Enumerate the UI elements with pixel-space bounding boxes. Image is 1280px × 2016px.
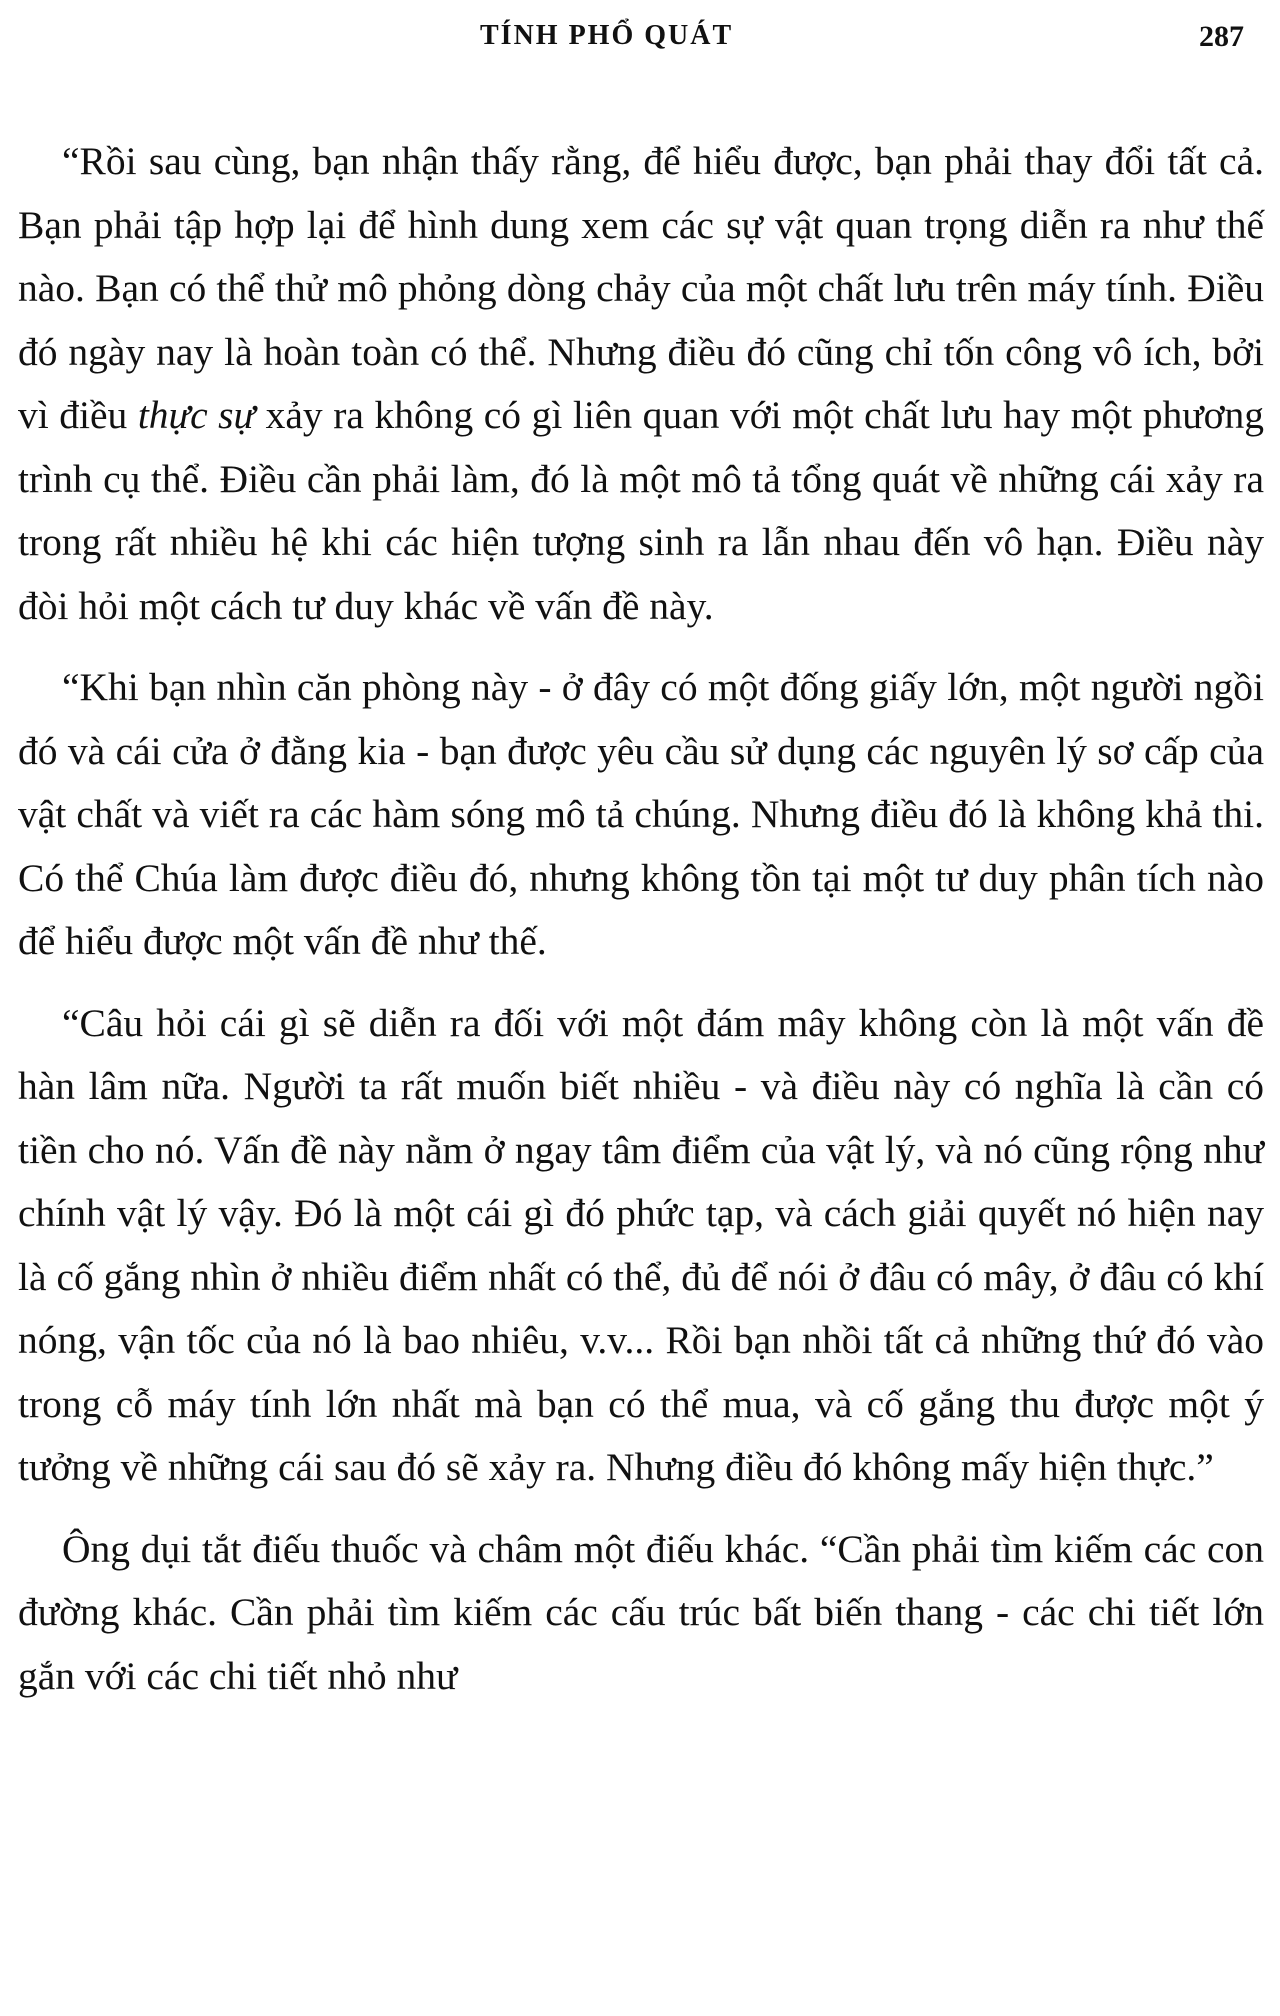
page-number: 287 [1199, 20, 1244, 53]
paragraph-3: “Câu hỏi cái gì sẽ diễn ra đối với một đám mây không còn là một vấn đề hàn lâm nữa. Người ta rất muốn biết nhiều - và điều này có nghĩa là cần có tiền cho nó. Vấn đề này nằm ở ngay tâm điểm của vật lý, và nó cũng rộng như chính vật lý vậy. Đó là một cái gì đó phức tạp, và cách giải quyết nó hiện nay là cố gắng nhìn ở nhiều điểm nhất có thể, đủ để nói ở đâu có mây, ở đâu có khí nóng, vận tốc của nó là bao nhiêu, v.v... Rồi bạn nhồi tất cả những thứ đó vào trong cỗ máy tính lớn nhất mà bạn có thể mua, và cố gắng thu được một ý tưởng về những cái sau đó sẽ xảy ra. Nhưng điều đó không mấy hiện thực.” [18, 1000, 1264, 1489]
body-text [18, 130, 1264, 1726]
running-title: TÍNH PHỔ QUÁT [480, 20, 734, 51]
paragraph-1 [18, 130, 1264, 638]
paragraph-1-text-start: “Rồi sau cùng, bạn nhận thấy rằng, để hiểu được, bạn phải thay đổi tất cả. Bạn phải tập hợp lại để hình dung xem các sự vật quan trọng diễn ra như thế nào. Bạn có thể thử mô phỏng dòng chảy của một chất lưu trên máy tính. Điều đó ngày nay là hoàn toàn có thể. Nhưng điều đó cũng chỉ tốn công vô ích, bởi vì điều [18, 139, 1264, 437]
running-header [0, 20, 1280, 60]
paragraph-4: Ông dụi tắt điếu thuốc và châm một điếu khác. “Cần phải tìm kiếm các con đường khác. Cần phải tìm kiếm các cấu trúc bất biến thang - các chi tiết lớn gắn với các chi tiết nhỏ như [18, 1526, 1264, 1698]
paragraph-2: “Khi bạn nhìn căn phòng này - ở đây có một đống giấy lớn, một người ngồi đó và cái cửa ở đằng kia - bạn được yêu cầu sử dụng các nguyên lý sơ cấp của vật chất và viết ra các hàm sóng mô tả chúng. Nhưng điều đó là không khả thi. Có thể Chúa làm được điều đó, nhưng không tồn tại một tư duy phân tích nào để hiểu được một vấn đề như thế. [18, 665, 1264, 963]
paragraph-1-text-end: xảy ra không có gì liên quan với một chất lưu hay một phương trình cụ thể. Điều cần phải làm, đó là một mô tả tổng quát về những cái xảy ra trong rất nhiều hệ khi các hiện tượng sinh ra lẫn nhau đến vô hạn. Điều này đòi hỏi một cách tư duy khác về vấn đề này. [18, 393, 1264, 628]
paragraph-1-emphasis: thực sự [137, 393, 256, 437]
